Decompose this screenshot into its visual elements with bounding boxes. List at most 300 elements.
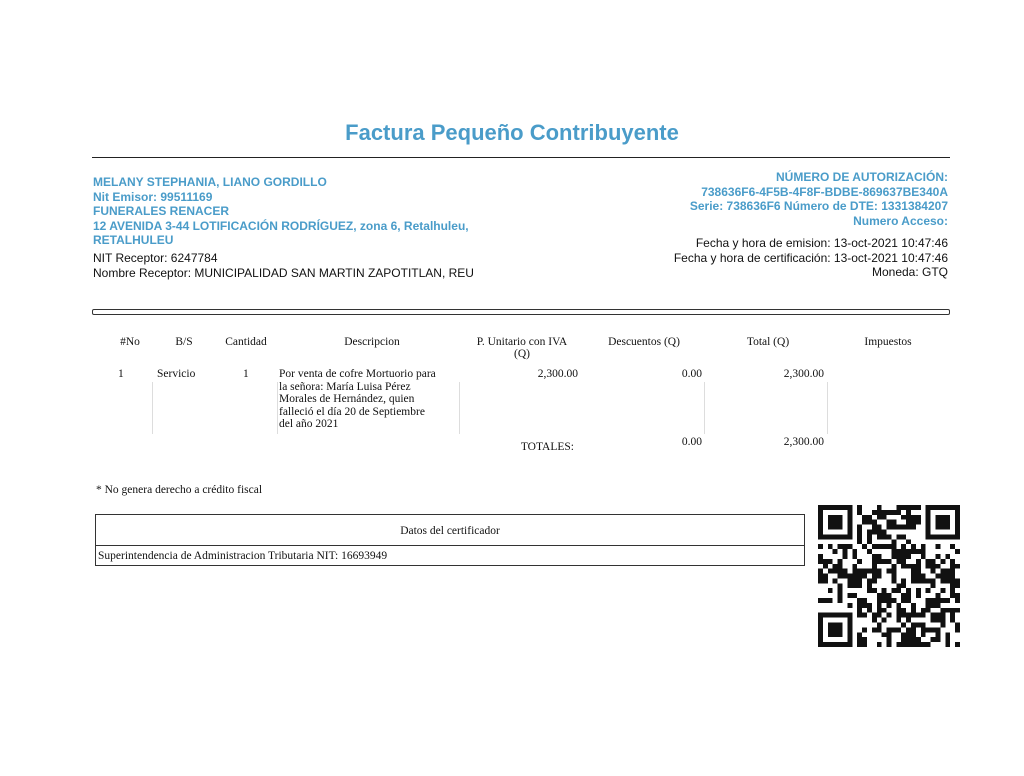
qr-module bbox=[882, 510, 887, 515]
qr-module bbox=[901, 608, 906, 613]
qr-module bbox=[940, 534, 945, 539]
qr-module bbox=[901, 583, 906, 588]
qr-module bbox=[901, 554, 906, 559]
qr-module bbox=[838, 574, 843, 579]
qr-module bbox=[911, 525, 916, 530]
qr-module bbox=[906, 618, 911, 623]
qr-module bbox=[833, 564, 838, 569]
qr-module bbox=[896, 613, 901, 618]
qr-module bbox=[940, 515, 945, 520]
qr-module bbox=[950, 593, 955, 598]
qr-module bbox=[887, 569, 892, 574]
qr-module bbox=[857, 574, 862, 579]
qr-module bbox=[950, 564, 955, 569]
qr-module bbox=[945, 525, 950, 530]
authorization-block bbox=[528, 170, 948, 280]
qr-module bbox=[931, 637, 936, 642]
qr-module bbox=[896, 618, 901, 623]
qr-module bbox=[847, 627, 852, 632]
qr-module bbox=[911, 603, 916, 608]
qr-module bbox=[911, 520, 916, 525]
qr-module bbox=[838, 598, 843, 603]
qr-module bbox=[877, 593, 882, 598]
qr-module bbox=[921, 549, 926, 554]
qr-module bbox=[936, 554, 941, 559]
qr-module bbox=[838, 544, 843, 549]
qr-module bbox=[862, 515, 867, 520]
cell-divider bbox=[277, 382, 278, 434]
totals-total: 2,300.00 bbox=[783, 436, 824, 448]
qr-module bbox=[862, 520, 867, 525]
qr-module bbox=[828, 642, 833, 647]
qr-module bbox=[926, 603, 931, 608]
qr-module bbox=[838, 623, 843, 628]
qr-module bbox=[921, 613, 926, 618]
qr-module bbox=[921, 578, 926, 583]
qr-module bbox=[842, 505, 847, 510]
qr-module bbox=[896, 588, 901, 593]
qr-module bbox=[833, 549, 838, 554]
qr-module bbox=[833, 627, 838, 632]
qr-module bbox=[838, 632, 843, 637]
qr-module bbox=[872, 618, 877, 623]
qr-module bbox=[896, 554, 901, 559]
issuer-name: MELANY STEPHANIA, LIANO GORDILLO bbox=[93, 175, 327, 189]
qr-module bbox=[818, 505, 823, 510]
qr-module bbox=[955, 549, 960, 554]
qr-module bbox=[867, 549, 872, 554]
qr-module bbox=[926, 578, 931, 583]
qr-module bbox=[955, 564, 960, 569]
qr-module bbox=[891, 539, 896, 544]
qr-module bbox=[818, 632, 823, 637]
qr-module bbox=[916, 564, 921, 569]
qr-module bbox=[828, 598, 833, 603]
qr-module bbox=[857, 569, 862, 574]
qr-module bbox=[936, 618, 941, 623]
qr-module bbox=[887, 627, 892, 632]
qr-module bbox=[818, 534, 823, 539]
qr-module bbox=[872, 613, 877, 618]
qr-module bbox=[936, 544, 941, 549]
qr-module bbox=[955, 593, 960, 598]
qr-module bbox=[940, 623, 945, 628]
qr-module bbox=[906, 515, 911, 520]
qr-module bbox=[842, 613, 847, 618]
qr-module bbox=[887, 544, 892, 549]
qr-module bbox=[857, 603, 862, 608]
qr-module bbox=[940, 588, 945, 593]
certifier-heading: Datos del certificador bbox=[400, 525, 500, 537]
qr-module bbox=[833, 534, 838, 539]
qr-module bbox=[818, 613, 823, 618]
qr-module bbox=[833, 578, 838, 583]
qr-module bbox=[901, 578, 906, 583]
qr-module bbox=[936, 593, 941, 598]
qr-module bbox=[823, 598, 828, 603]
qr-module bbox=[838, 588, 843, 593]
qr-module bbox=[882, 544, 887, 549]
qr-module bbox=[872, 529, 877, 534]
qr-module bbox=[955, 598, 960, 603]
qr-module bbox=[847, 637, 852, 642]
qr-module bbox=[847, 505, 852, 510]
header-unit-line1: P. Unitario con IVA bbox=[476, 336, 568, 348]
qr-module bbox=[842, 569, 847, 574]
qr-module bbox=[857, 525, 862, 530]
qr-module bbox=[818, 559, 823, 564]
qr-module bbox=[852, 569, 857, 574]
header-unit bbox=[462, 336, 582, 360]
qr-module bbox=[857, 529, 862, 534]
qr-module bbox=[828, 534, 833, 539]
qr-module bbox=[872, 569, 877, 574]
qr-module bbox=[828, 505, 833, 510]
qr-module bbox=[945, 642, 950, 647]
qr-module bbox=[867, 588, 872, 593]
cell-divider bbox=[827, 382, 828, 434]
qr-module bbox=[862, 637, 867, 642]
qr-module bbox=[901, 515, 906, 520]
qr-module bbox=[862, 574, 867, 579]
qr-module bbox=[936, 525, 941, 530]
qr-module bbox=[945, 515, 950, 520]
qr-module bbox=[847, 593, 852, 598]
qr-module bbox=[867, 578, 872, 583]
qr-module bbox=[891, 525, 896, 530]
qr-module bbox=[906, 505, 911, 510]
row-total: 2,300.00 bbox=[783, 368, 824, 380]
qr-module bbox=[818, 525, 823, 530]
qr-module bbox=[936, 505, 941, 510]
qr-module bbox=[872, 559, 877, 564]
qr-module bbox=[872, 544, 877, 549]
qr-module bbox=[838, 525, 843, 530]
qr-module bbox=[906, 539, 911, 544]
qr-module bbox=[862, 569, 867, 574]
authorization-access: Numero Acceso: bbox=[853, 213, 948, 228]
qr-module bbox=[887, 520, 892, 525]
qr-module bbox=[936, 520, 941, 525]
qr-module bbox=[926, 520, 931, 525]
qr-module bbox=[877, 642, 882, 647]
qr-module bbox=[852, 554, 857, 559]
qr-module bbox=[916, 623, 921, 628]
qr-module bbox=[862, 598, 867, 603]
qr-module bbox=[911, 569, 916, 574]
qr-module bbox=[847, 578, 852, 583]
authorization-serie: Serie: 738636F6 Número de DTE: 1331384207 bbox=[689, 199, 948, 213]
qr-module bbox=[931, 559, 936, 564]
title-divider bbox=[92, 157, 950, 158]
qr-module bbox=[945, 520, 950, 525]
currency: Moneda: GTQ bbox=[871, 265, 948, 279]
emission-date: Fecha y hora de emision: 13-oct-2021 10:47:46 bbox=[695, 236, 948, 250]
qr-module bbox=[857, 642, 862, 647]
qr-module bbox=[896, 583, 901, 588]
qr-module bbox=[882, 598, 887, 603]
qr-module bbox=[823, 564, 828, 569]
qr-module bbox=[877, 574, 882, 579]
qr-module bbox=[877, 608, 882, 613]
qr-module bbox=[891, 549, 896, 554]
qr-module bbox=[847, 544, 852, 549]
qr-module bbox=[862, 544, 867, 549]
qr-module bbox=[936, 627, 941, 632]
qr-module bbox=[818, 598, 823, 603]
qr-module bbox=[901, 598, 906, 603]
qr-module bbox=[867, 539, 872, 544]
qr-module bbox=[891, 578, 896, 583]
qr-module bbox=[950, 583, 955, 588]
qr-module bbox=[823, 613, 828, 618]
qr-module bbox=[887, 525, 892, 530]
qr-module bbox=[916, 515, 921, 520]
qr-module bbox=[901, 525, 906, 530]
qr-code-icon bbox=[818, 505, 960, 647]
receiver-nit: NIT Receptor: 6247784 bbox=[93, 250, 218, 265]
header-unit-line2: (Q) bbox=[514, 348, 530, 360]
qr-module bbox=[936, 603, 941, 608]
totals-disc: 0.00 bbox=[681, 436, 702, 448]
qr-module bbox=[862, 627, 867, 632]
qr-module bbox=[906, 593, 911, 598]
row-no: 1 bbox=[118, 368, 124, 380]
qr-module bbox=[891, 598, 896, 603]
qr-module bbox=[882, 618, 887, 623]
qr-module bbox=[891, 564, 896, 569]
qr-module bbox=[955, 583, 960, 588]
qr-module bbox=[842, 642, 847, 647]
qr-module bbox=[911, 544, 916, 549]
qr-module bbox=[955, 608, 960, 613]
header-disc: Descuentos (Q) bbox=[608, 336, 680, 348]
qr-module bbox=[896, 603, 901, 608]
qr-module bbox=[842, 544, 847, 549]
qr-module bbox=[896, 608, 901, 613]
qr-module bbox=[887, 598, 892, 603]
qr-module bbox=[847, 534, 852, 539]
qr-module bbox=[852, 578, 857, 583]
header-tax: Impuestos bbox=[864, 336, 912, 348]
qr-module bbox=[887, 559, 892, 564]
qr-module bbox=[828, 544, 833, 549]
qr-module bbox=[833, 505, 838, 510]
qr-module bbox=[838, 505, 843, 510]
qr-module bbox=[950, 534, 955, 539]
qr-module bbox=[887, 613, 892, 618]
qr-module bbox=[891, 544, 896, 549]
qr-module bbox=[940, 574, 945, 579]
qr-module bbox=[847, 510, 852, 515]
qr-module bbox=[828, 515, 833, 520]
qr-module bbox=[911, 632, 916, 637]
qr-module bbox=[926, 588, 931, 593]
qr-module bbox=[867, 603, 872, 608]
qr-module bbox=[887, 632, 892, 637]
qr-module bbox=[950, 578, 955, 583]
desc-line: la señora: María Luisa Pérez bbox=[279, 380, 411, 393]
qr-module bbox=[931, 598, 936, 603]
qr-module bbox=[842, 554, 847, 559]
qr-module bbox=[950, 569, 955, 574]
qr-module bbox=[911, 623, 916, 628]
qr-module bbox=[901, 642, 906, 647]
qr-module bbox=[838, 515, 843, 520]
qr-module bbox=[896, 549, 901, 554]
qr-module bbox=[823, 534, 828, 539]
qr-module bbox=[877, 510, 882, 515]
qr-module bbox=[926, 564, 931, 569]
qr-module bbox=[911, 578, 916, 583]
issuer-block bbox=[93, 175, 553, 281]
qr-module bbox=[891, 588, 896, 593]
qr-module bbox=[921, 642, 926, 647]
qr-module bbox=[921, 608, 926, 613]
qr-module bbox=[916, 642, 921, 647]
qr-module bbox=[867, 515, 872, 520]
qr-module bbox=[955, 534, 960, 539]
qr-module bbox=[877, 529, 882, 534]
qr-module bbox=[872, 627, 877, 632]
qr-module bbox=[896, 525, 901, 530]
qr-module bbox=[891, 574, 896, 579]
qr-module bbox=[911, 515, 916, 520]
qr-module bbox=[818, 627, 823, 632]
qr-module bbox=[833, 569, 838, 574]
header-total: Total (Q) bbox=[746, 336, 790, 348]
qr-module bbox=[906, 632, 911, 637]
qr-module bbox=[857, 578, 862, 583]
header-bs: B/S bbox=[175, 336, 193, 348]
qr-module bbox=[882, 515, 887, 520]
qr-module bbox=[901, 559, 906, 564]
qr-module bbox=[955, 578, 960, 583]
qr-module bbox=[921, 574, 926, 579]
desc-line: Morales de Hernández, quien bbox=[279, 393, 415, 405]
cell-divider bbox=[704, 382, 705, 434]
qr-module bbox=[882, 529, 887, 534]
qr-module bbox=[847, 613, 852, 618]
qr-module bbox=[833, 515, 838, 520]
qr-module bbox=[955, 505, 960, 510]
qr-module bbox=[872, 574, 877, 579]
qr-module bbox=[906, 549, 911, 554]
invoice-title: Factura Pequeño Contribuyente bbox=[345, 120, 679, 145]
qr-module bbox=[936, 613, 941, 618]
qr-module bbox=[828, 623, 833, 628]
qr-module bbox=[838, 613, 843, 618]
qr-module bbox=[906, 554, 911, 559]
qr-module bbox=[891, 627, 896, 632]
qr-module bbox=[862, 603, 867, 608]
header-qty: Cantidad bbox=[225, 336, 267, 348]
qr-module bbox=[906, 627, 911, 632]
qr-module bbox=[852, 549, 857, 554]
qr-module bbox=[901, 549, 906, 554]
qr-module bbox=[931, 583, 936, 588]
qr-module bbox=[950, 588, 955, 593]
qr-module bbox=[901, 544, 906, 549]
qr-module bbox=[838, 642, 843, 647]
qr-module bbox=[926, 515, 931, 520]
qr-module bbox=[867, 529, 872, 534]
qr-module bbox=[926, 642, 931, 647]
section-band bbox=[92, 309, 950, 315]
qr-module bbox=[857, 613, 862, 618]
qr-module bbox=[901, 613, 906, 618]
qr-module bbox=[911, 608, 916, 613]
qr-module bbox=[842, 534, 847, 539]
qr-module bbox=[955, 520, 960, 525]
qr-module bbox=[945, 554, 950, 559]
qr-module bbox=[847, 632, 852, 637]
qr-module bbox=[887, 642, 892, 647]
qr-module bbox=[857, 583, 862, 588]
qr-module bbox=[906, 637, 911, 642]
qr-module bbox=[818, 520, 823, 525]
qr-module bbox=[916, 505, 921, 510]
qr-module bbox=[862, 613, 867, 618]
qr-module bbox=[857, 632, 862, 637]
issuer-address-line1: 12 AVENIDA 3-44 LOTIFICACIÓN RODRÍGUEZ, zona 6, Retalhuleu, bbox=[93, 218, 469, 233]
qr-module bbox=[926, 608, 931, 613]
qr-module bbox=[940, 578, 945, 583]
qr-module bbox=[842, 549, 847, 554]
row-unit: 2,300.00 bbox=[537, 368, 578, 380]
qr-module bbox=[867, 583, 872, 588]
qr-module bbox=[882, 534, 887, 539]
qr-module bbox=[833, 613, 838, 618]
qr-module bbox=[887, 603, 892, 608]
qr-module bbox=[926, 598, 931, 603]
header-no: #No bbox=[120, 336, 140, 348]
qr-module bbox=[911, 637, 916, 642]
qr-module bbox=[828, 613, 833, 618]
qr-module bbox=[877, 544, 882, 549]
qr-module bbox=[901, 505, 906, 510]
qr-module bbox=[882, 608, 887, 613]
certification-date: Fecha y hora de certificación: 13-oct-2021 10:47:46 bbox=[673, 250, 948, 265]
qr-module bbox=[940, 569, 945, 574]
qr-module bbox=[936, 534, 941, 539]
qr-module bbox=[911, 574, 916, 579]
qr-module bbox=[847, 525, 852, 530]
qr-module bbox=[847, 520, 852, 525]
qr-module bbox=[955, 515, 960, 520]
qr-module bbox=[838, 583, 843, 588]
qr-module bbox=[906, 525, 911, 530]
qr-module bbox=[921, 554, 926, 559]
qr-module bbox=[945, 632, 950, 637]
qr-module bbox=[867, 608, 872, 613]
qr-module bbox=[818, 510, 823, 515]
qr-module bbox=[901, 534, 906, 539]
qr-module bbox=[887, 593, 892, 598]
qr-module bbox=[896, 510, 901, 515]
qr-module bbox=[901, 564, 906, 569]
qr-module bbox=[916, 613, 921, 618]
authorization-heading: NÚMERO DE AUTORIZACIÓN: bbox=[776, 170, 948, 184]
qr-module bbox=[916, 637, 921, 642]
qr-module bbox=[926, 627, 931, 632]
qr-module bbox=[921, 632, 926, 637]
qr-module bbox=[896, 642, 901, 647]
qr-module bbox=[828, 525, 833, 530]
qr-module bbox=[857, 608, 862, 613]
qr-module bbox=[818, 554, 823, 559]
qr-module bbox=[955, 623, 960, 628]
